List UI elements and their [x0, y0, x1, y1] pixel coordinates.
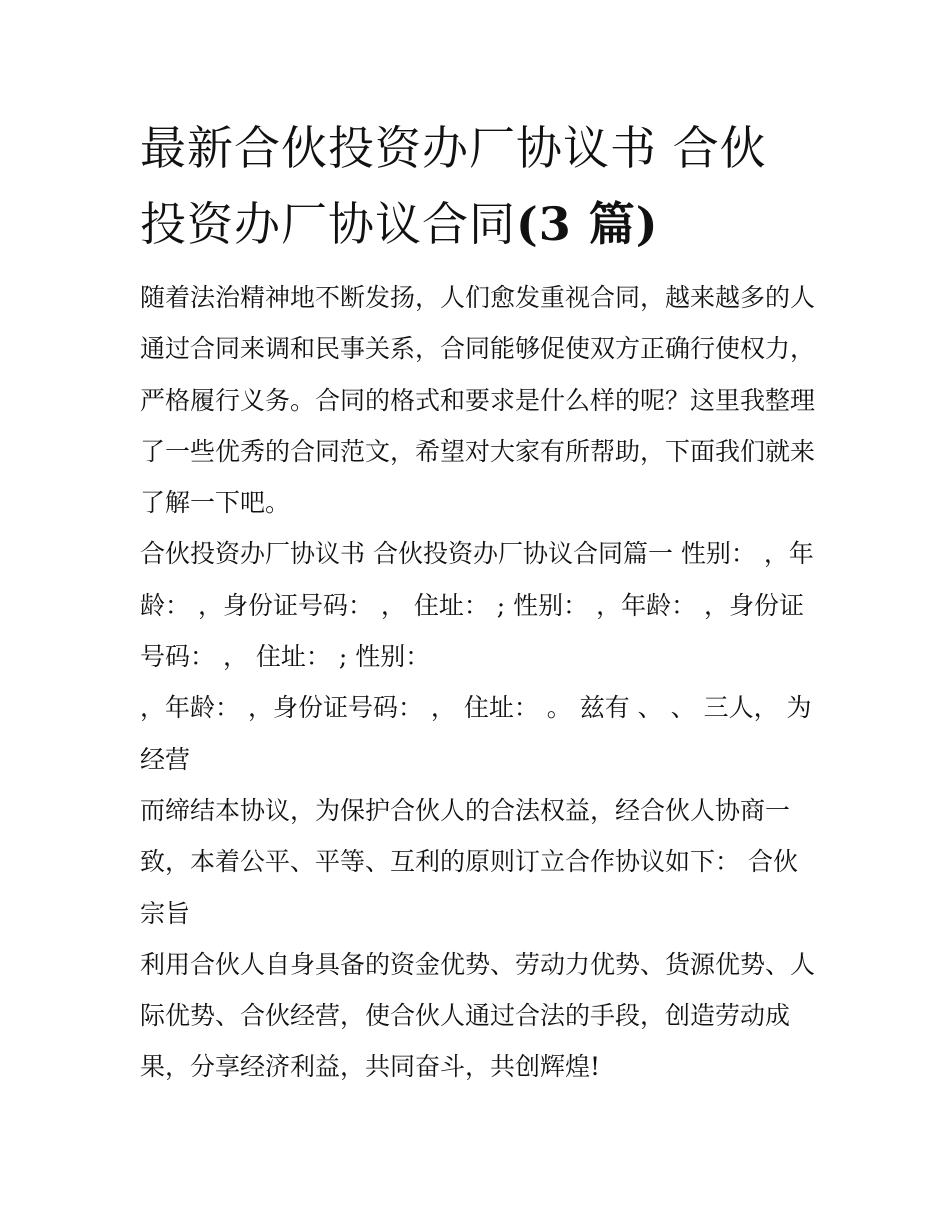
title-line-2-suffix: (3 篇) — [516, 197, 659, 251]
document-title — [140, 110, 820, 262]
paragraph-line: 了一些优秀的合同范文，希望对大家有所帮助，下面我们就来 — [140, 436, 816, 466]
paragraph-intro — [140, 272, 820, 528]
paragraph-parties-continued — [140, 682, 820, 785]
paragraph-purpose — [140, 785, 820, 939]
document-body — [140, 272, 820, 1093]
paragraph-line: 际优势、合伙经营，使合伙人通过合法的手段，创造劳动成 — [140, 1001, 791, 1031]
paragraph-line: 宗旨 — [140, 898, 191, 928]
paragraph-line: 通过合同来调和民事关系，合同能够促使双方正确行使权力， — [140, 334, 816, 364]
paragraph-line: 果，分享经济利益，共同奋斗，共创辉煌! — [140, 1052, 601, 1082]
paragraph-line: 龄： ，身份证号码： ， 住址： ; 性别： ，年龄： ，身份证 — [140, 590, 805, 620]
paragraph-line: ，年龄： ，身份证号码： ， 住址： 。 兹有 、 、 三人， 为 — [140, 693, 812, 723]
paragraph-line: 了解一下吧。 — [140, 488, 291, 518]
paragraph-line: 随着法治精神地不断发扬，人们愈发重视合同，越来越多的人 — [140, 283, 816, 312]
paragraph-aims — [140, 939, 820, 1093]
document-content — [140, 110, 820, 1093]
title-line-2-main: 投资办厂协议合同 — [140, 197, 516, 251]
paragraph-line: 号码： ， 住址： ; 性别： — [140, 642, 431, 672]
paragraph-line: 经营 — [140, 744, 191, 774]
title-line-1: 最新合伙投资办厂协议书 合伙 — [140, 121, 767, 175]
title-line-2 — [140, 186, 820, 262]
paragraph-parties — [140, 528, 820, 682]
paragraph-line: 利用合伙人自身具备的资金优势、劳动力优势、货源优势、人 — [140, 949, 816, 979]
paragraph-line: 而缔结本协议，为保护合伙人的合法权益，经合伙人协商一 — [140, 795, 791, 825]
paragraph-line: 合伙投资办厂协议书 合伙投资办厂协议合同篇一 性别： ，年 — [140, 539, 814, 569]
paragraph-line: 严格履行义务。合同的格式和要求是什么样的呢？这里我整理 — [140, 385, 816, 415]
paragraph-line: 致，本着公平、平等、互利的原则订立合作协议如下： 合伙 — [140, 847, 798, 877]
